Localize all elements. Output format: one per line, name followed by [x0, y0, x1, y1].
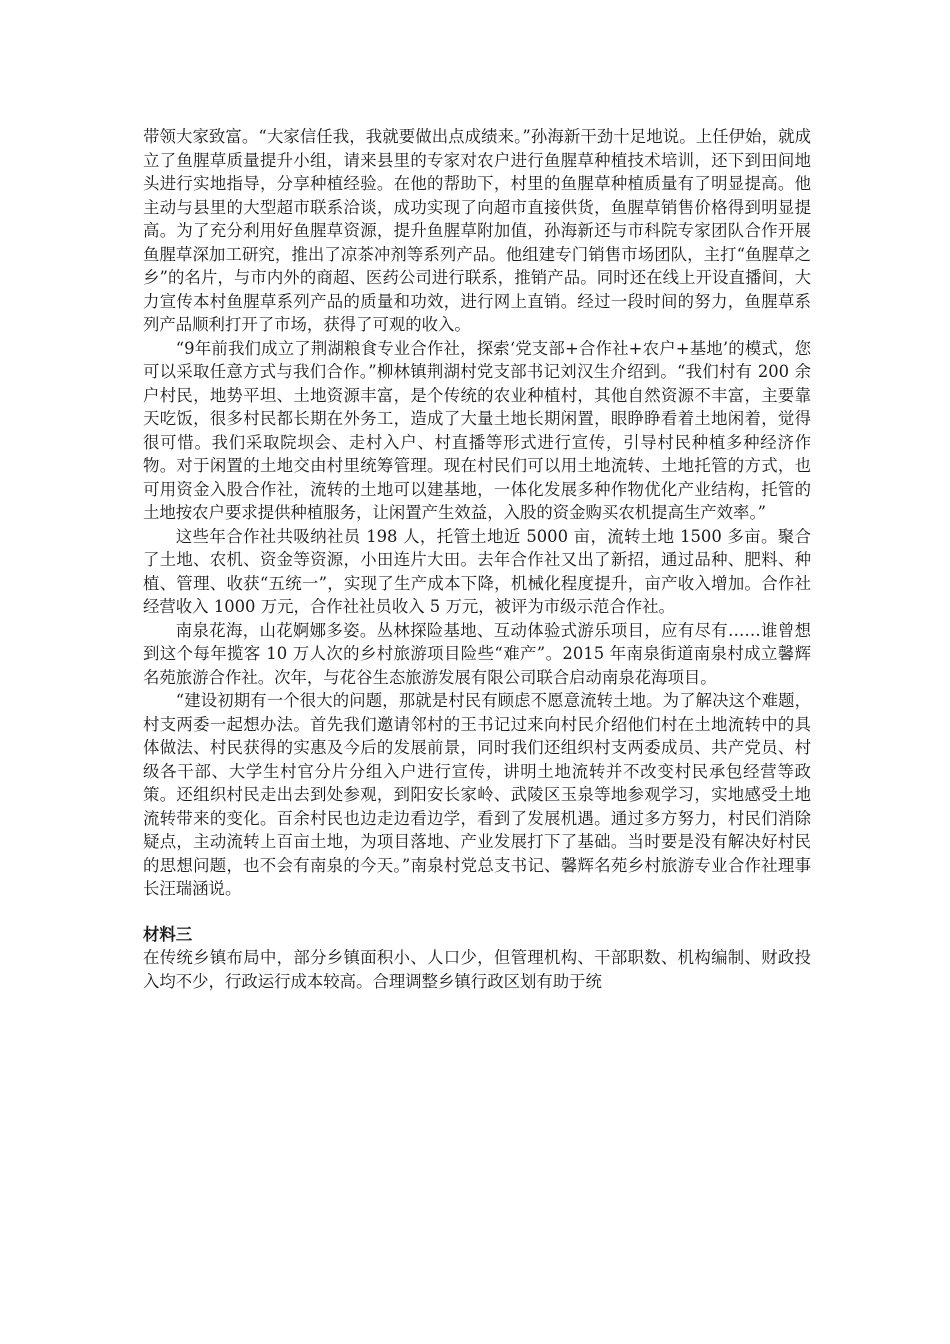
paragraph-nanquan-flower-sea: 南泉花海，山花婀娜多姿。丛林探险基地、互动体验式游乐项目，应有尽有……谁曾想到这个每年揽客 10 万人次的乡村旅游项目险些“难产”。2015 年南泉街道南泉村成立馨辉名苑旅游合作社。次年，与花谷生态旅游发展有限公司联合启动南泉花海项目。 [143, 620, 811, 687]
document-page [143, 125, 811, 993]
section-heading: 材料三 [143, 924, 193, 944]
paragraph-land-transfer-quote: “建设初期有一个很大的问题，那就是村民有顾虑不愿意流转土地。为了解决这个难题，村支两委一起想办法。首先我们邀请邻村的王书记过来向村民介绍他们村在土地流转中的具体做法、村民获得的实惠及今后的发展前景，同时我们还组织村支两委成员、共产党员、村级各干部、大学生村官分片分组入户进行宣传，讲明土地流转并不改变村民承包经营等政策。还组织村民走出去到处参观，到阳安长家岭、武陵区玉泉等地参观学习，实地感受土地流转带来的变化。百余村民也边走边看边学，看到了发展机遇。通过多方努力，村民们消除疑点，主动流转上百亩土地，为项目落地、产业发展打下了基础。当时要是没有解决好村民的思想问题，也不会有南泉的今天。”南泉村党总支书记、馨辉名苑乡村旅游专业合作社理事长汪瑞涵说。 [143, 691, 811, 898]
paragraph-cooperative-results: 这些年合作社共吸纳社员 198 人，托管土地近 5000 亩，流转土地 1500 多亩。聚合了土地、农机、资金等资源，小田连片大田。去年合作社又出了新招，通过品种、肥料、种植、管理、收获“五统一”，实现了生产成本下降，机械化程度提升，亩产收入增加。合作社经营收入 1000 万元，合作社社员收入 5 万元，被评为市级示范合作社。 [143, 526, 811, 616]
section-paragraph: 在传统乡镇布局中，部分乡镇面积小、人口少，但管理机构、干部职数、机构编制、财政投入均不少，行政运行成本较高。合理调整乡镇行政区划有助于统 [143, 948, 811, 991]
paragraph-jinghu-cooperative: “9年前我们成立了荆湖粮食专业合作社，探索‘党支部+合作社+农户+基地’的模式，您可以采取任意方式与我们合作。”柳林镇荆湖村党支部书记刘汉生介绍到。“我们村有 200 余户村民，地势平坦、土地资源丰富，是个传统的农业种植村，其他自然资源不丰富，主要靠天吃饭，很多村民都长期在外务工，造成了大量土地长期闲置，眼睁睁看着土地闲着，觉得很可惜。我们采取院坝会、走村入户、村直播等形式进行宣传，引导村民种植多种经济作物。对于闲置的土地交由村里统筹管理。现在村民们可以用土地流转、土地托管的方式，也可用资金入股合作社，流转的土地可以建基地，一体化发展多种作物优化产业结构，托管的土地按农户要求提供种植服务，让闲置产生效益，入股的资金购买农机提高生产效率。” [143, 338, 811, 522]
section-spacer [143, 901, 811, 923]
paragraph-intro: 带领大家致富。“大家信任我，我就要做出点成绩来。”孙海新干劲十足地说。上任伊始，就成立了鱼腥草质量提升小组，请来县里的专家对农户进行鱼腥草种植技术培训，还下到田间地头进行实地指导，分享种植经验。在他的帮助下，村里的鱼腥草种植质量有了明显提高。他主动与县里的大型超市联系洽谈，成功实现了向超市直接供货，鱼腥草销售价格得到明显提高。为了充分利用好鱼腥草资源，提升鱼腥草附加值，孙海新还与市科院专家团队合作开展鱼腥草深加工研究，推出了凉茶冲剂等系列产品。他组建专门销售市场团队，主打“鱼腥草之乡”的名片，与市内外的商超、医药公司进行联系，推销产品。同时还在线上开设直播间，大力宣传本村鱼腥草系列产品的质量和功效，进行网上直销。经过一段时间的努力，鱼腥草系列产品顺利打开了市场，获得了可观的收入。 [143, 127, 811, 334]
